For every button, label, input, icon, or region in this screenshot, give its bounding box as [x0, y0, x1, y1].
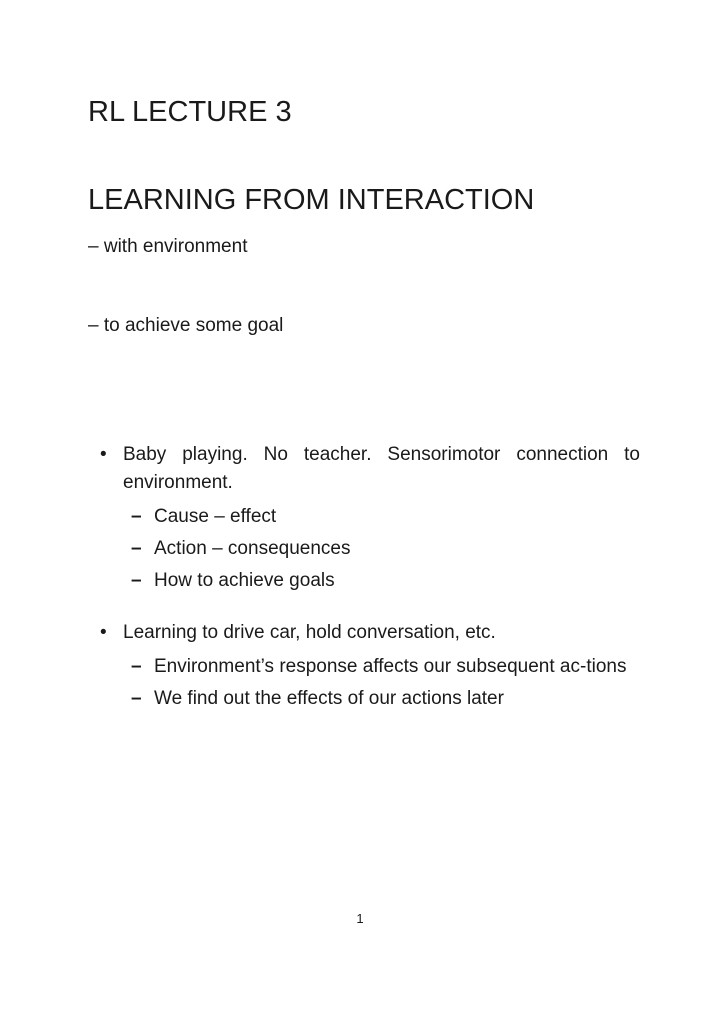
sub-bullet-text: Action – consequences: [154, 538, 351, 559]
bullet-dot-icon: •: [100, 622, 107, 643]
sub-bullet-list: [131, 653, 640, 713]
sub-bullet-item: [131, 503, 640, 531]
sub-bullet-item: [131, 535, 640, 563]
bullet-text: Learning to drive car, hold conversation, etc.: [123, 622, 496, 643]
page-number: 1: [356, 911, 364, 926]
sub-bullet-text: How to achieve goals: [154, 570, 335, 591]
dash-icon: –: [131, 538, 142, 559]
section-heading: LEARNING FROM INTERACTION: [88, 184, 535, 216]
sub-bullet-text: We find out the effects of our actions later: [154, 688, 504, 709]
bullet-list-baby: [100, 441, 640, 599]
subpoint-goal: – to achieve some goal: [88, 315, 284, 336]
bullet-dot-icon: •: [100, 444, 107, 465]
sub-bullet-list: [131, 503, 640, 595]
dash-icon: –: [131, 656, 142, 677]
lecture-title: RL LECTURE 3: [88, 96, 292, 128]
sub-bullet-item: [131, 567, 640, 595]
bullet-item-baby: [100, 441, 640, 595]
bullet-list-driving: [100, 619, 640, 717]
bullet-item-driving: [100, 619, 640, 713]
bullet-text: Baby playing. No teacher. Sensorimotor connection to environment.: [123, 444, 640, 493]
sub-bullet-text: Environment’s response affects our subsequent ac-tions: [154, 656, 627, 677]
sub-bullet-item: [131, 653, 640, 681]
subpoint-environment: – with environment: [88, 236, 248, 257]
dash-icon: –: [131, 688, 142, 709]
sub-bullet-item: [131, 685, 640, 713]
dash-icon: –: [131, 570, 142, 591]
sub-bullet-text: Cause – effect: [154, 506, 277, 527]
dash-icon: –: [131, 506, 142, 527]
